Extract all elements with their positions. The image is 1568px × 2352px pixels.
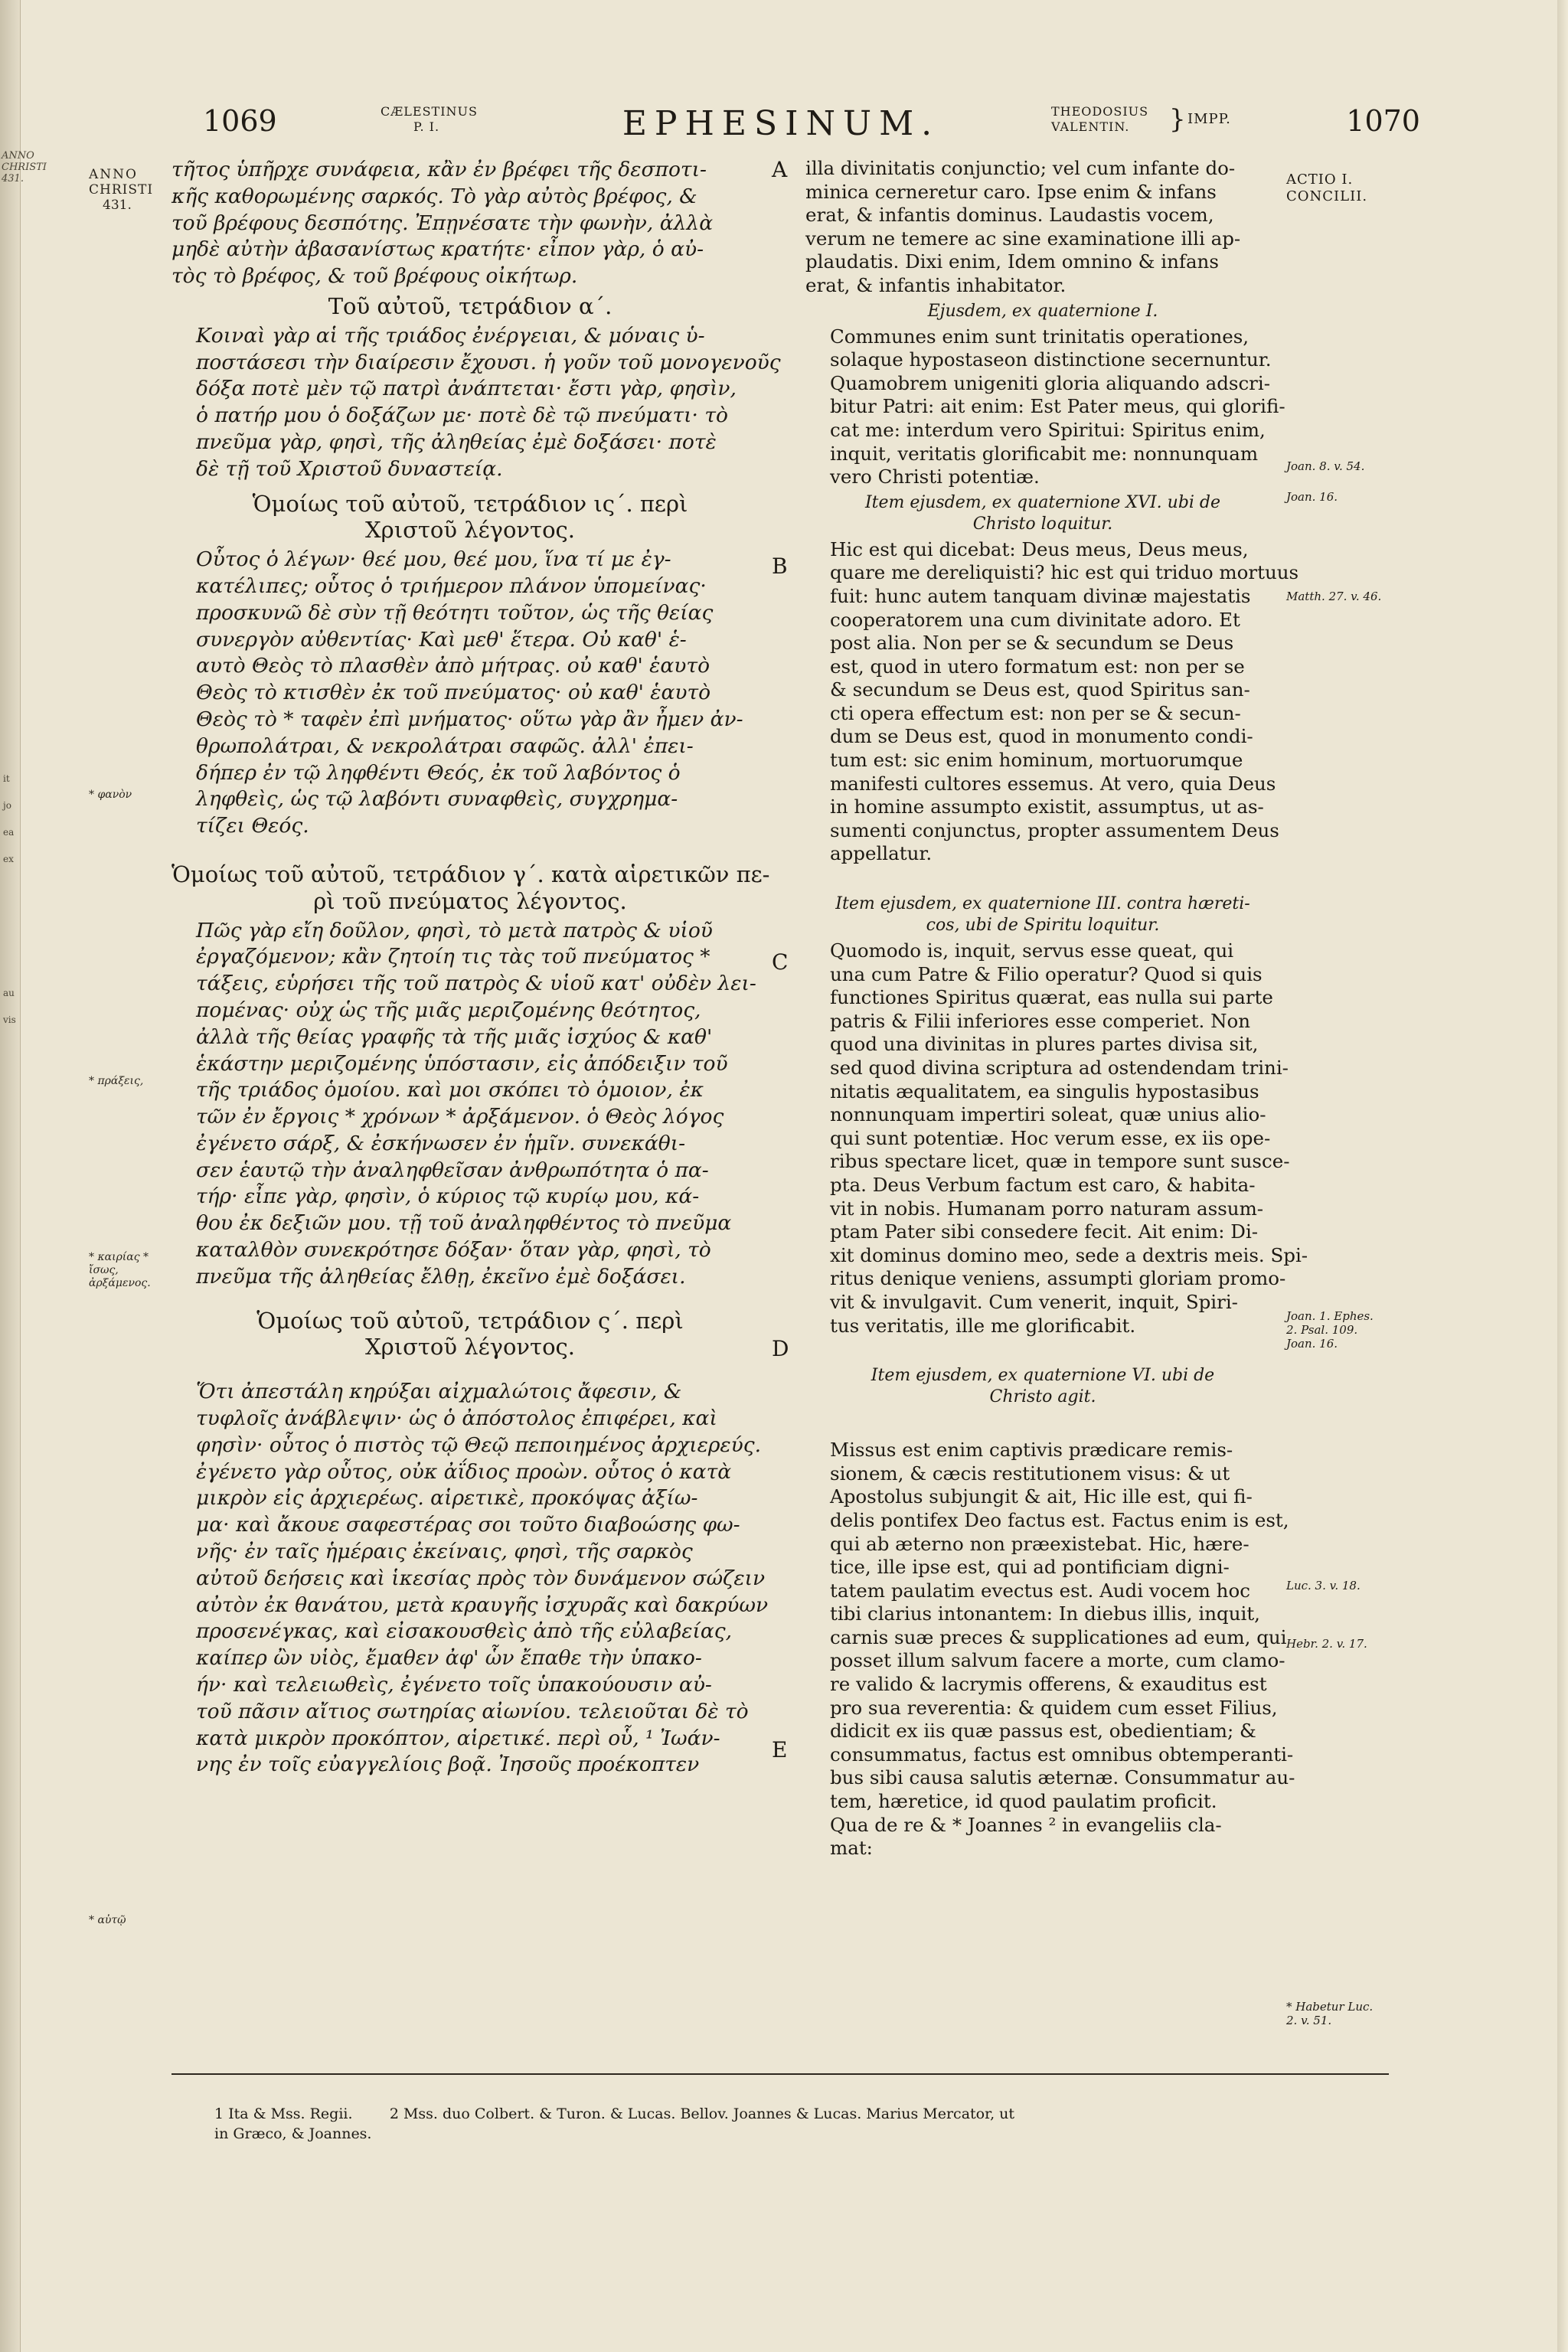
facing-page-fragment: au [3, 988, 15, 998]
page-number-left: 1069 [203, 104, 277, 138]
latin-line: posset illum salvum facere a morte, cum clamo- [830, 1649, 1285, 1672]
latin-line: tibi clarius intonantem: In diebus illis, inquit, [830, 1602, 1260, 1625]
greek-line: ήν· καὶ τελειωθεὶς, ἐγένετο τοῖς ὑπακούουσιν αὐ- [196, 1673, 712, 1697]
latin-text-column [805, 157, 1308, 1860]
greek-line: ἐγένετο γὰρ οὗτος, οὐκ ἀΐδιος προὼν. οὗτος ὁ κατὰ [196, 1459, 732, 1484]
latin-line: ptam Pater sibi consedere fecit. Ait enim: Di- [830, 1220, 1259, 1243]
latin-line: tem, hæretice, id quod paulatim proficit. [830, 1790, 1217, 1813]
latin-section-heading [805, 893, 1280, 936]
greek-line: δόξα ποτὲ μὲν τῷ πατρὶ ἀνάπτεται· ἔστι γὰρ, φησὶν, [196, 377, 737, 401]
footnote-line: in Græco, & Joannes. [214, 2125, 372, 2142]
acta-label: ACTIO I. [1286, 172, 1354, 188]
greek-line: μηδὲ αὐτὴν ἀβασανίστως κρατήτε· εἶπον γὰρ, ὁ αὐ- [172, 237, 704, 262]
latin-line: Quamobrem unigeniti gloria aliquando adscri- [830, 371, 1270, 394]
latin-line: mat: [830, 1837, 873, 1860]
greek-heading-line: Χριστοῦ λέγοντος. [365, 1334, 575, 1361]
latin-line: qui sunt potentiæ. Hoc verum esse, ex iis ope- [830, 1126, 1271, 1149]
latin-line: Quomodo is, inquit, servus esse queat, qui [830, 939, 1234, 962]
latin-line: Hic est qui dicebat: Deus meus, Deus meus, [830, 537, 1249, 560]
greek-line: κατὰ μικρὸν προκόπτον, αἱρετικέ. περὶ οὗ, ¹ Ἰωάν- [196, 1726, 720, 1750]
latin-heading-line: Item ejusdem, ex quaternione III. contra hæreti- [835, 894, 1250, 914]
greek-line: κατέλιπες; οὗτος ὁ τριήμερον πλάνον ὑπομείνας· [196, 573, 707, 598]
latin-line: solaque hypostaseon distinctione secernuntur. [830, 348, 1272, 371]
greek-line: τῆτος ὑπῆρχε συνάφεια, κἂν ἐν βρέφει τῆς δεσποτι- [172, 158, 707, 181]
margin-variant-note: * καιρίας * ἴσως, ἀρξάμενος. [89, 1251, 151, 1289]
greek-line: Ὅτι ἀπεστάλη κηρύξαι αἰχμαλώτοις ἄφεσιν, & [196, 1380, 682, 1404]
greek-line: τῆς τριάδος ὁμοίου. καὶ μοι σκόπει τὸ ὁμοιον, ἐκ [196, 1078, 704, 1102]
latin-line: sed quod divina scriptura ad ostendendam trini- [830, 1057, 1289, 1079]
latin-line: nonnunquam impertiri soleat, quæ unius alio- [830, 1103, 1266, 1126]
greek-line: καταλθὸν συνεκρότησε δόξαν· ὅταν γὰρ, φησὶ, τὸ [196, 1238, 711, 1263]
greek-line: προσκυνῶ δὲ σὺν τῇ θεότητι τοῦτον, ὡς τῆς θείας [196, 600, 714, 625]
facing-page-edge [0, 0, 47, 2352]
latin-line: manifesti cultores essemus. At vero, quia Deus [830, 772, 1276, 795]
page-right-edge [1557, 0, 1568, 2352]
latin-line: appellatur. [830, 842, 933, 865]
greek-paragraph [172, 157, 769, 290]
greek-line: ποστάσεσι τὴν διαίρεσιν ἔχουσι. ἡ γοῦν τοῦ μονογενοῦς [196, 350, 781, 374]
latin-line: illa divinitatis conjunctio; vel cum infante do- [805, 157, 1236, 179]
greek-line: τὸς τὸ βρέφος, & τοῦ βρέφους οἰκήτωρ. [172, 264, 578, 289]
latin-paragraph [805, 1439, 1295, 1860]
greek-line: ἀλλὰ τῆς θείας γραφῆς τὰ τῆς μιᾶς ἰσχύος & καθ' [196, 1024, 713, 1049]
greek-line: Οὗτος ὁ λέγων· θεέ μου, θεέ μου, ἵνα τί με ἐγ- [196, 547, 671, 572]
footnotes [214, 2104, 1370, 2144]
scripture-reference: Joan. 1. Ephes. 2. Psal. 109. Joan. 16. [1286, 1309, 1374, 1351]
latin-line: sumenti conjunctus, propter assumentem Deus [830, 818, 1279, 841]
greek-line: τῶν ἐν ἔργοις * χρόνων * ἀρξάμενον. ὁ Θεὸς λόγος [196, 1105, 724, 1129]
greek-line: νῆς· ἐν ταῖς ἡμέραις ἐκείναις, φησὶ, τῆς σαρκὸς [196, 1540, 693, 1564]
latin-line: erat, & infantis inhabitator. [805, 273, 1067, 296]
latin-line: ritus denique veniens, assumpti gloriam promo- [830, 1267, 1286, 1290]
greek-line: ἑκάστην μεριζομένης ὑπόστασιν, εἰς ἀπόδειξιν τοῦ [196, 1051, 728, 1076]
header-impp: IMPP. [1187, 111, 1231, 127]
latin-line: nitatis æqualitatem, ea singulis hypostasibus [830, 1080, 1259, 1102]
greek-paragraph [172, 918, 769, 1291]
facing-page-fragment: ea [3, 827, 15, 838]
section-letter-a: A [772, 157, 788, 182]
latin-line: ribus spectare licet, quæ in tempore sunt susce- [830, 1150, 1290, 1173]
greek-line: κῆς καθορωμένης σαρκός. Τὸ γὰρ αὐτὸς βρέφος, & [172, 184, 697, 208]
greek-heading-line: ρὶ τοῦ πνεύματος λέγοντος. [313, 887, 627, 914]
latin-line: sionem, & cæcis restitutionem visus: & ut [830, 1462, 1230, 1485]
latin-line: tice, ille ipse est, qui ad pontificiam digni- [830, 1556, 1230, 1579]
latin-line: quare me dereliquisti? hic est qui triduo mortuus [830, 561, 1299, 584]
latin-line: plaudatis. Dixi enim, Idem omnino & infans [805, 250, 1219, 273]
greek-heading-line: Ὁμοίως τοῦ αὐτοῦ, τετράδιον ις΄. περὶ [252, 490, 688, 517]
latin-heading-line: Christo loquitur. [972, 514, 1113, 534]
latin-line: carnis suæ preces & supplicationes ad eum, qui [830, 1625, 1287, 1648]
facing-page-fragment: ex [3, 854, 14, 864]
greek-line: Κοιναὶ γὰρ αἱ τῆς τριάδος ἐνέργειαι, & μόναις ὑ- [196, 323, 705, 348]
header-emperor-2: VALENTIN. [1051, 119, 1130, 134]
latin-line: tatem paulatim evectus est. Audi vocem hoc [830, 1579, 1250, 1602]
latin-line: fuit: hunc autem tanquam divinæ majestatis [830, 584, 1251, 607]
greek-line: συνεργὸν αὐθεντίας· Καὶ μεθ' ἕτερα. Οὐ καθ' ἑ- [196, 627, 687, 652]
latin-line: pta. Deus Verbum factum est caro, & habita- [830, 1173, 1256, 1196]
greek-line: πνεῦμα γὰρ, φησὶ, τῆς ἀληθείας ἐμὲ δοξάσει· ποτὲ [196, 430, 717, 454]
acta-margin-note [1286, 172, 1386, 205]
latin-line: cat me: interdum vero Spiritui: Spiritus enim, [830, 418, 1266, 441]
facing-page-fragment: it [3, 773, 10, 784]
latin-line: una cum Patre & Filio operatur? Quod si quis [830, 962, 1263, 985]
latin-line: inquit, veritatis glorificabit me: nonnunquam [830, 442, 1259, 465]
greek-line: δήπερ ἐν τῷ ληφθέντι Θεός, ἐκ τοῦ λαβόντος ὁ [196, 760, 681, 785]
section-letter-e: E [772, 1737, 788, 1762]
greek-line: τυφλοῖς ἀνάβλεψιν· ὡς ὁ ἀπόστολος ἐπιφέρει, καὶ [196, 1406, 717, 1431]
greek-line: ἐργαζόμενον; κἂν ζητοίη τις τὰς τοῦ πνεύματος * [196, 945, 710, 969]
latin-line: est, quod in utero formatum est: non per se [830, 655, 1245, 678]
greek-line: μικρὸν εἰς ἀρχιερέως. αἱρετικὲ, προκόψας ἀξίω- [196, 1486, 698, 1511]
greek-heading-line: Ὁμοίως τοῦ αὐτοῦ, τετράδιον γ΄. κατὰ αἱρετικῶν πε- [172, 861, 770, 887]
latin-line: cooperatorem una cum divinitate adoro. Et [830, 608, 1240, 631]
greek-line: μα· καὶ ἄκουε σαφεστέρας σοι τοῦτο διαβοώσης φω- [196, 1513, 740, 1537]
facing-page-fragment: jo [3, 800, 11, 811]
greek-line: νης ἐν τοῖς εὐαγγελίοις βοᾷ. Ἰησοῦς προέκοπτεν [196, 1753, 700, 1777]
scripture-reference: Luc. 3. v. 18. [1286, 1579, 1361, 1592]
latin-paragraph [805, 537, 1299, 866]
latin-line: vero Christi potentiæ. [830, 466, 1040, 488]
greek-line: πομένας· οὐχ ὡς τῆς μιᾶς μεριζομένης θεότητος, [196, 998, 701, 1022]
latin-line: & secundum se Deus est, quod Spiritus san- [830, 678, 1250, 701]
latin-line: qui ab æterno non præexistebat. Hic, hære- [830, 1532, 1250, 1555]
latin-line: tus veritatis, ille me glorificabit. [830, 1314, 1136, 1337]
latin-line: bitur Patri: ait enim: Est Pater meus, qui glorifi- [830, 395, 1285, 418]
latin-line: dum se Deus est, quod in monumento condi- [830, 725, 1253, 748]
latin-line: tum est: sic enim hominum, mortuorumque [830, 749, 1243, 772]
scripture-reference: Hebr. 2. v. 17. [1286, 1637, 1367, 1651]
latin-line: cti opera effectum est: non per se & secun- [830, 701, 1241, 724]
greek-heading-line: Χριστοῦ λέγοντος. [365, 517, 575, 544]
greek-line: τοῦ πᾶσιν αἴτιος σωτηρίας αἰωνίου. τελειοῦται δὲ τὸ [196, 1699, 749, 1723]
latin-heading-line: Christo agit. [989, 1387, 1096, 1407]
greek-line: Θεὸς τὸ * ταφὲν ἐπὶ μνήματος· οὕτω γὰρ ἂν ἦμεν ἀν- [196, 707, 743, 731]
greek-line: Θεὸς τὸ κτισθὲν ἐκ τοῦ πνεύματος· οὐ καθ' ἑαυτὸ [196, 681, 711, 705]
facing-page-margin-text: ANNO CHRISTI 431. [2, 150, 47, 185]
header-title: EPHESINUM. [622, 104, 940, 143]
greek-line: τοῦ βρέφους δεσπότης. Ἐπῃνέσατε τὴν φωνὴν, ἀλλὰ [172, 211, 714, 235]
greek-line: σεν ἑαυτῷ τὴν ἀναληφθεῖσαν ἀνθρωπότητα ὁ πα- [196, 1158, 709, 1182]
greek-paragraph [172, 1379, 769, 1779]
greek-line: ἐγένετο σάρξ, & ἐσκήνωσεν ἐν ἡμῖν. συνεκάθι- [196, 1131, 686, 1155]
latin-line: re valido & lacrymis offerens, & exauditus est [830, 1673, 1267, 1696]
latin-line: erat, & infantis dominus. Laudastis vocem, [805, 204, 1214, 227]
header-pope-number: P. I. [413, 119, 440, 134]
facing-page-fragment: vis [3, 1014, 16, 1025]
latin-line: quod una divinitas in plures partes divisa sit, [830, 1033, 1259, 1056]
year-label: 431. [103, 198, 132, 213]
greek-line: αυτὸ Θεὸς τὸ πλασθὲν ἀπὸ μήτρας. οὐ καθ' ἑαυτὸ [196, 654, 710, 678]
footnote-line: 1 Ita & Mss. Regii. 2 Mss. duo Colbert. & Turon. & Lucas. Bellov. Joannes & Lucas. Marius Mercator, ut [214, 2105, 1015, 2122]
greek-line: ληφθεὶς, ὡς τῷ λαβόντι συναφθεὶς, συγχρημα- [196, 787, 678, 812]
greek-line: πνεῦμα τῆς ἀληθείας ἔλθῃ, ἐκεῖνο ἐμὲ δοξάσει. [196, 1264, 686, 1289]
greek-line: αὐτοῦ δεήσεις καὶ ἱκεσίας πρὸς τὸν δυνάμενον σώζειν [196, 1566, 766, 1590]
margin-variant-note: * πράξεις, [89, 1075, 144, 1087]
year-margin-note [89, 167, 165, 213]
scripture-reference: Matth. 27. v. 46. [1286, 590, 1382, 603]
greek-paragraph [172, 323, 781, 483]
greek-paragraph [172, 547, 769, 840]
latin-line: vit in nobis. Humanam porro naturam assum- [830, 1197, 1264, 1220]
header-brace: } [1169, 104, 1187, 135]
running-header [203, 104, 1420, 158]
latin-section-heading: Ejusdem, ex quaternione I. [927, 301, 1158, 321]
latin-line: post alia. Non per se & secundum se Deus [830, 632, 1234, 655]
latin-line: vit & invulgavit. Cum venerit, inquit, Spiri- [830, 1290, 1238, 1313]
latin-section-heading [805, 1365, 1280, 1408]
greek-text-column [172, 157, 781, 1779]
latin-line: Missus est enim captivis prædicare remis- [830, 1439, 1233, 1462]
footnote-rule [172, 2073, 1389, 2075]
greek-heading-line: Ὁμοίως τοῦ αὐτοῦ, τετράδιον ς΄. περὶ [256, 1307, 684, 1334]
latin-line: patris & Filii inferiores esse comperiet. Non [830, 1009, 1251, 1032]
latin-heading-line: cos, ubi de Spiritu loquitur. [926, 916, 1160, 936]
latin-line: bus sibi causa salutis æternæ. Consummatur au- [830, 1766, 1295, 1789]
greek-section-heading [172, 491, 769, 544]
latin-line: minica cerneretur caro. Ipse enim & infans [805, 180, 1217, 203]
header-emperor-1: THEODOSIUS [1051, 104, 1149, 119]
latin-paragraph [805, 939, 1308, 1338]
scripture-reference: Joan. 16. [1286, 490, 1338, 504]
latin-line: in homine assumpto existit, assumptus, ut as- [830, 795, 1264, 818]
latin-paragraph [805, 325, 1285, 489]
latin-line: functiones Spiritus quærat, eas nulla sui parte [830, 986, 1273, 1009]
greek-line: τήρ· εἶπε γὰρ, φησὶν, ὁ κύριος τῷ κυρίῳ μου, κά- [196, 1184, 700, 1209]
latin-line: xit dominus domino meo, sede a dextris meis. Spi- [830, 1243, 1308, 1266]
section-letter-c: C [772, 949, 789, 975]
anno-label: ANNO [89, 167, 138, 182]
greek-line: φησὶν· οὗτος ὁ πιστὸς τῷ Θεῷ πεποιημένος ἀρχιερεύς. [196, 1432, 762, 1457]
latin-line: Qua de re & * Joannes ² in evangeliis cla- [830, 1813, 1222, 1836]
latin-line: pro sua reverentia: & quidem cum esset Filius, [830, 1696, 1278, 1719]
section-letter-d: D [772, 1336, 789, 1361]
latin-section-heading [805, 492, 1280, 535]
concilii-label: CONCILII. [1286, 188, 1368, 204]
greek-line: τάξεις, εὑρήσει τῆς τοῦ πατρὸς & υἱοῦ κατ' οὐδὲν λει- [196, 972, 756, 996]
page-number-right: 1070 [1346, 104, 1420, 138]
greek-line: θου ἐκ δεξιῶν μου. τῇ τοῦ ἀναληφθέντος τὸ πνεῦμα [196, 1211, 732, 1236]
greek-section-heading [172, 861, 769, 915]
greek-line: θρωπολάτραι, & νεκρολάτραι σαφῶς. ἀλλ' ἐπει- [196, 733, 694, 758]
latin-paragraph [805, 157, 1280, 298]
latin-heading-line: Item ejusdem, ex quaternione VI. ubi de [871, 1366, 1215, 1386]
latin-heading-line: Item ejusdem, ex quaternione XVI. ubi de [864, 492, 1221, 512]
section-letter-b: B [772, 554, 788, 579]
header-emperors [1051, 104, 1266, 135]
latin-line: Apostolus subjungit & ait, Hic ille est, qui fi- [830, 1485, 1253, 1508]
greek-section-heading: Τοῦ αὐτοῦ, τετράδιον α΄. [328, 292, 612, 319]
latin-line: consummatus, factus est omnibus obtemperanti- [830, 1743, 1294, 1766]
greek-line: ὁ πατήρ μου ὁ δοξάζων με· ποτὲ δὲ τῷ πνεύματι· τὸ [196, 403, 728, 428]
latin-line: Communes enim sunt trinitatis operationes, [830, 325, 1250, 348]
header-pope-name: CÆLESTINUS [381, 104, 478, 119]
scripture-reference: Joan. 8. v. 54. [1286, 459, 1365, 473]
latin-line: verum ne temere ac sine examinatione illi ap- [805, 227, 1241, 250]
greek-line: προσενέγκας, καὶ εἰσακουσθεὶς ἀπὸ τῆς εὐλαβείας, [196, 1619, 733, 1644]
greek-line: δὲ τῇ τοῦ Χριστοῦ δυναστείᾳ. [196, 456, 503, 481]
margin-variant-note: * αὐτῷ [89, 1914, 126, 1926]
latin-line: delis pontifex Deo factus est. Factus enim is est, [830, 1508, 1289, 1531]
greek-line: αὐτὸν ἐκ θανάτου, μετὰ κραυγῆς ἰσχυρᾶς καὶ δακρύων [196, 1592, 769, 1617]
latin-line: didicit ex iis quæ passus est, obedientiam; & [830, 1720, 1256, 1743]
christi-label: CHRISTI [89, 182, 154, 198]
greek-line: καίπερ ὢν υἱὸς, ἔμαθεν ἀφ' ὧν ἔπαθε τὴν ὑπακο- [196, 1646, 702, 1671]
greek-line: τίζει Θεός. [196, 814, 309, 838]
margin-variant-note: * φανὸν [89, 789, 132, 801]
header-pope [381, 104, 478, 135]
scripture-reference: * Habetur Luc. 2. v. 51. [1286, 2000, 1374, 2027]
greek-section-heading [172, 1308, 769, 1361]
greek-line: Πῶς γὰρ εἴη δοῦλον, φησὶ, τὸ μετὰ πατρὸς & υἱοῦ [196, 918, 713, 942]
